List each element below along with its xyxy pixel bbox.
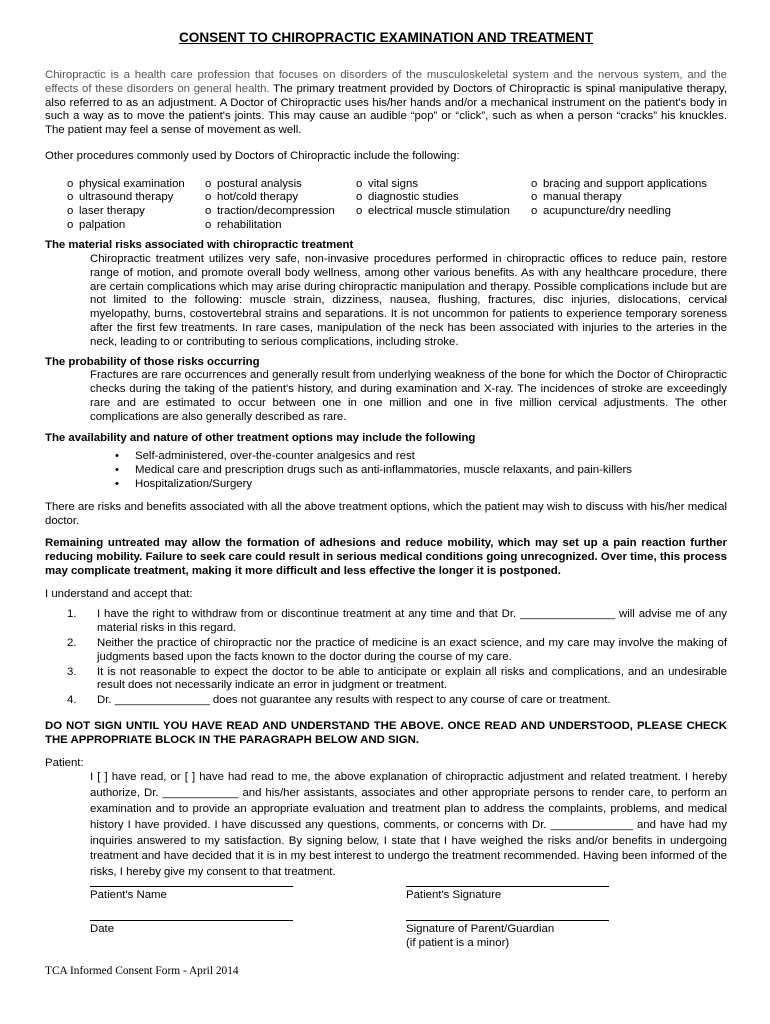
date-line[interactable] — [90, 920, 293, 937]
risks-text: Chiropractic treatment utilizes very safe, non-invasive procedures performed in chiropractic offices to reduce pain, restore range of motion, and promote overall body wellness, among other various benefits. As with any healthcare procedure, there are certain complications which may arise during chiropractic manipulation and therapy. Possible complications include but are not limited to the following: muscle strain, dizziness, nausea, flushing, fractures, disc injuries, dislocations, cervical myelopathy, burns, costovertebral strains and separations. It is not uncommon for patients to experience temporary soreness after the first few treatments. In rare cases, manipulation of the neck has been associated with injuries to the arteries in the neck, leading to or contributing to serious complications, including stroke. — [90, 252, 727, 348]
procedure-label: rehabilitation — [217, 218, 282, 231]
do-not-sign-warning: DO NOT SIGN UNTIL YOU HAVE READ AND UNDERSTAND THE ABOVE. ONCE READ AND UNDERSTOOD, PLEASE CHECK THE APPROPRIATE BLOCK IN THE PARAGRAPH BELOW AND SIGN. — [45, 720, 727, 746]
procedures-column — [531, 178, 721, 232]
patient-signature-line[interactable] — [406, 886, 609, 903]
procedures-list — [67, 178, 727, 232]
procedure-item — [67, 178, 205, 192]
procedure-bullet: o — [356, 191, 363, 204]
procedure-item — [67, 219, 205, 233]
procedure-item — [205, 191, 356, 205]
untreated-warning: Remaining untreated may allow the formation of adhesions and reduce mobility, which may set up a pain reaction further reducing mobility. Failure to seek care could result in serious medical conditions going unrecognized. Over time, this process may complicate treatment, making it more difficult and less effective the longer it is postponed. — [45, 537, 727, 577]
patient-signature-label: Patient's Signature — [406, 889, 502, 901]
procedures-column — [67, 178, 205, 232]
probability-text: Fractures are rare occurrences and generally result from underlying weakness of the bone for which the Doctor of Chiropractic checks during the taking of the patient's history, and during examination and X-ray. The incidences of stroke are exceedingly rare and are estimated to occur between one in one million and one in five million cervical adjustments. The other complications are also generally described as rare. — [90, 369, 727, 423]
procedure-label: postural analysis — [217, 177, 302, 190]
procedure-bullet: o — [531, 191, 538, 204]
guardian-note: (if patient is a minor) — [406, 936, 510, 949]
date-label: Date — [90, 923, 115, 935]
procedures-column — [356, 178, 531, 232]
form-title: CONSENT TO CHIROPRACTIC EXAMINATION AND TREATMENT — [178, 30, 594, 45]
understand-item — [45, 694, 727, 708]
procedure-bullet: o — [67, 218, 74, 231]
procedure-bullet: o — [205, 177, 212, 190]
consent-form-page — [45, 30, 727, 881]
item-text: Dr. _______________ does not guarantee any results with respect to any course of care or treatment. — [97, 694, 611, 707]
procedure-bullet: o — [531, 177, 538, 190]
treatment-options-list — [45, 450, 727, 491]
understand-list — [45, 608, 727, 708]
procedure-item — [67, 191, 205, 205]
probability-heading: The probability of those risks occurring — [45, 355, 260, 368]
procedure-label: bracing and support applications — [543, 177, 708, 190]
procedure-item — [531, 205, 721, 219]
procedure-item — [205, 219, 356, 233]
procedure-label: palpation — [79, 218, 126, 231]
procedure-item — [531, 178, 721, 192]
risks-heading: The material risks associated with chiropractic treatment — [45, 239, 354, 252]
procedure-item — [531, 191, 721, 205]
guardian-signature-label: Signature of Parent/Guardian — [406, 923, 555, 935]
procedure-item — [356, 205, 531, 219]
understand-item — [45, 666, 727, 694]
procedure-item — [205, 205, 356, 219]
understand-item — [45, 608, 727, 636]
procedure-item — [205, 178, 356, 192]
item-number: 1. — [67, 608, 77, 621]
procedure-label: traction/decompression — [217, 204, 335, 217]
procedure-bullet: o — [205, 218, 212, 231]
consent-statement: I [ ] have read, or [ ] have had read to me, the above explanation of chiropractic adjustment and related treatment. I hereby authorize, Dr. ____________ and his/her assistants, associates and other appropriate persons to render care, to perform an examination and to provide an appropriate evaluation and treatment plan to address the complaints, problems, and medical history I have provided. I have discussed any questions, comments, or concerns with Dr. _____________ and have had my inquiries answered to my satisfaction. By signing below, I state that I have weighed the risks and/or benefits in undergoing treatment and have decided that it is in my best interest to undergo the treatment recommended. Having been informed of the risks, I hereby give my consent to that treatment. — [90, 771, 727, 879]
other-procedures-intro: Other procedures commonly used by Doctors of Chiropractic include the following: — [45, 149, 460, 162]
intro-paragraph — [45, 69, 727, 138]
procedure-label: vital signs — [368, 177, 419, 190]
form-footer: TCA Informed Consent Form - April 2014 — [45, 965, 239, 977]
procedure-bullet: o — [356, 177, 363, 190]
understand-item — [45, 637, 727, 665]
procedure-bullet: o — [67, 191, 74, 204]
procedure-label: laser therapy — [79, 204, 145, 217]
procedure-bullet: o — [67, 177, 74, 190]
item-number: 3. — [67, 665, 77, 678]
intro-grey-text: Chiropractic is a health care profession that focuses on disorders of the musculoskeletal system and the nervous system, and the effects of these disorders on general health. — [45, 69, 727, 95]
procedures-column — [205, 178, 356, 232]
guardian-signature-line[interactable] — [406, 920, 609, 951]
treatment-option: • Self-administered, over-the-counter analgesics and rest — [115, 450, 727, 464]
treatment-option: • Medical care and prescription drugs such as anti-inflammatories, muscle relaxants, and pain-killers — [115, 464, 727, 478]
procedure-label: hot/cold therapy — [217, 191, 299, 204]
item-number: 2. — [67, 637, 77, 650]
procedure-label: electrical muscle stimulation — [368, 204, 510, 217]
procedure-item — [356, 178, 531, 192]
procedure-bullet: o — [205, 204, 212, 217]
procedure-item — [67, 205, 205, 219]
procedure-bullet: o — [531, 204, 538, 217]
patient-name-label: Patient's Name — [90, 889, 167, 901]
availability-heading: The availability and nature of other treatment options may include the following — [45, 431, 476, 444]
treatment-option: • Hospitalization/Surgery — [115, 478, 727, 492]
item-text: Neither the practice of chiropractic nor the practice of medicine is an exact science, and my care may involve the making of judgments based upon the facts known to the doctor during the course of my care. — [97, 637, 727, 663]
procedure-label: ultrasound therapy — [79, 191, 174, 204]
patient-name-line[interactable] — [90, 886, 293, 903]
procedure-label: diagnostic studies — [368, 191, 459, 204]
risks-benefits-text: There are risks and benefits associated with all the above treatment options, which the patient may wish to discuss with his/her medical doctor. — [45, 500, 727, 527]
procedure-bullet: o — [205, 191, 212, 204]
item-text: It is not reasonable to expect the doctor to be able to anticipate or explain all risks and complications, and an undesirable result does not necessarily indicate an error in judgment or treatment. — [97, 665, 727, 692]
procedure-label: acupuncture/dry needling — [543, 204, 671, 217]
intro-text: The primary treatment provided by Doctors of Chiropractic is spinal manipulative therapy, also referred to as an adjustment. A Doctor of Chiropractic uses his/her hands and/or a mechanical instrument on the patient's body in such a way as to move the patient's joints. This may cause an audible “pop” or “click”, such as when a person “cracks” his knuckles. The patient may feel a sense of movement as well. — [45, 82, 727, 137]
item-text: I have the right to withdraw from or discontinue treatment at any time and that Dr. _______________ will advise me of any material risks in this regard. — [97, 608, 727, 635]
item-number: 4. — [67, 694, 77, 707]
procedure-bullet: o — [67, 204, 74, 217]
procedure-label: manual therapy — [543, 191, 622, 204]
procedure-item — [356, 191, 531, 205]
patient-label: Patient: — [45, 756, 84, 769]
procedure-label: physical examination — [79, 177, 185, 190]
understand-intro: I understand and accept that: — [45, 587, 193, 600]
procedure-bullet: o — [356, 204, 363, 217]
